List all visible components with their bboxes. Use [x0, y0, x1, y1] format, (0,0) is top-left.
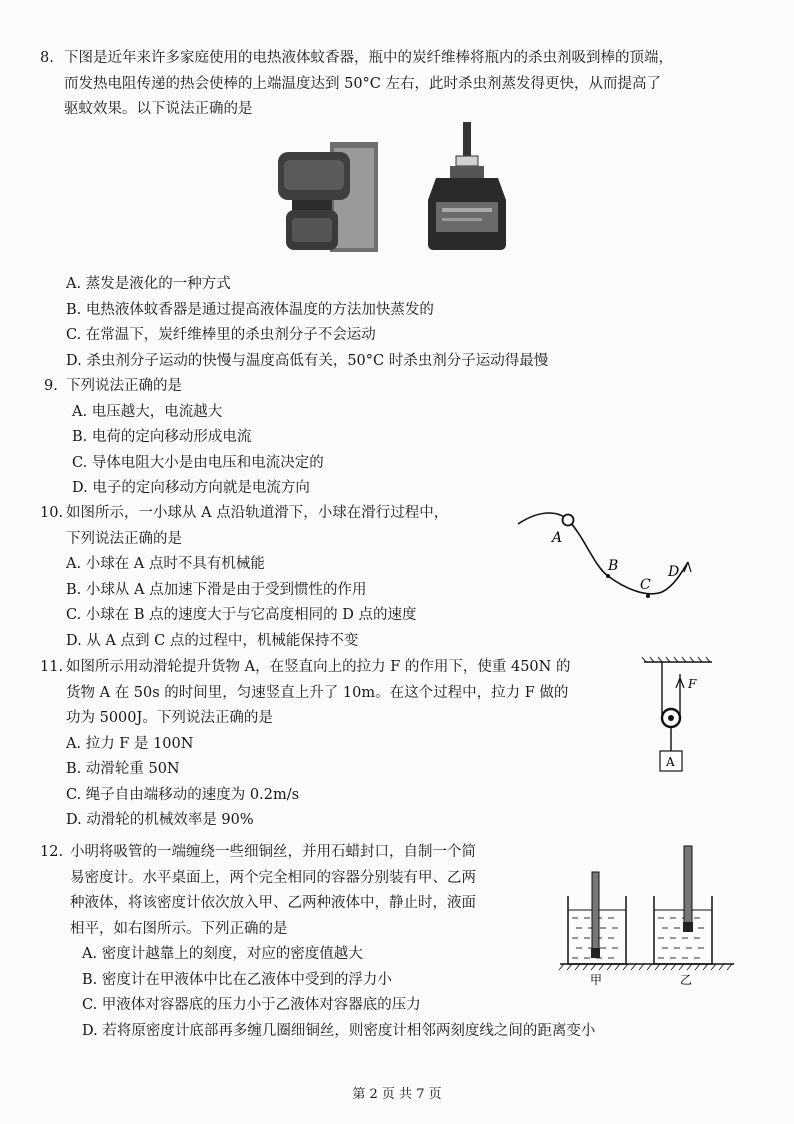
question-number: 11.	[40, 659, 64, 675]
option-d: D. 从 A 点到 C 点的过程中，机械能保持不变	[66, 632, 359, 649]
question-number: 8.	[40, 50, 54, 66]
option-c: C. 甲液体对容器底的压力小于乙液体对容器底的压力	[82, 997, 421, 1013]
label-c: C	[640, 577, 651, 593]
stem-line: 下图是近年来许多家庭使用的电热液体蚊香器，瓶中的炭纤维棒将瓶内的杀虫剂吸到棒的顶端，	[64, 50, 673, 66]
mosquito-repellent-figure	[270, 120, 510, 255]
label-jia: 甲	[590, 973, 603, 987]
track-diagram	[512, 506, 702, 606]
question-8-options	[66, 272, 548, 374]
stem-line: 下列说法正确的是	[66, 530, 182, 547]
option-b: B. 动滑轮重 50N	[66, 761, 180, 777]
option-c: C. 导体电阻大小是由电压和电流决定的	[72, 454, 324, 471]
stem-line: 如图所示用动滑轮提升货物 A，在竖直向上的拉力 F 的作用下，使重 450N 的	[66, 659, 571, 675]
option-d: D. 动滑轮的机械效率是 90%	[66, 812, 254, 828]
track-curve	[518, 513, 688, 594]
point-c-dot	[646, 594, 650, 598]
stem-line: 货物 A 在 50s 的时间里，匀速竖直上升了 10m。在这个过程中，拉力 F 做的	[66, 684, 569, 701]
stem-line: 如图所示，一小球从 A 点沿轨道滑下，小球在滑行过程中，	[66, 505, 449, 521]
label-d: D	[668, 564, 680, 580]
option-a: A. 密度计越靠上的刻度，对应的密度值越大	[82, 946, 363, 962]
stem-line: 易密度计。水平桌面上，两个完全相同的容器分别装有甲、乙两	[70, 869, 476, 886]
stem-line: 而发热电阻传递的热会使棒的上端温度达到 50°C 左右，此时杀虫剂蒸发得更快，从而提高了	[64, 75, 662, 92]
option-d: D. 电子的定向移动方向就是电流方向	[72, 480, 310, 496]
stem-line: 功为 5000J。下列说法正确的是	[66, 710, 273, 726]
option-d: D. 若将原密度计底部再多缠几圈细铜丝，则密度计相邻两刻度线之间的距离变小	[82, 1022, 596, 1039]
option-c: C. 绳子自由端移动的速度为 0.2m/s	[66, 786, 300, 803]
pulley-figure	[640, 656, 720, 776]
question-number: 12.	[40, 844, 64, 860]
question-number: 10.	[40, 505, 64, 521]
label-b: B	[608, 558, 619, 574]
label-cargo-a: A	[666, 755, 675, 769]
stem-line: 驱蚊效果。以下说法正确的是	[64, 101, 253, 117]
stem-line: 下列说法正确的是	[66, 378, 182, 394]
densimeter-in-yi	[684, 846, 692, 930]
stem-line: 相平，如右图所示。下列正确的是	[70, 920, 288, 937]
mosquito-repellent-image	[270, 120, 510, 255]
ball	[563, 515, 574, 526]
option-b: B. 小球从 A 点加速下滑是由于受到惯性的作用	[66, 581, 367, 598]
option-a: A. 拉力 F 是 100N	[66, 735, 194, 752]
point-b-dot	[606, 574, 610, 578]
label-yi: 乙	[680, 973, 693, 987]
densimeter-diagram	[558, 840, 738, 990]
question-11	[40, 655, 570, 834]
pulley-diagram	[640, 656, 720, 776]
question-number: 9.	[44, 378, 58, 394]
option-a: A. 电压越大，电流越大	[72, 403, 223, 420]
page-footer: 第 2 页 共 7 页	[352, 1087, 442, 1102]
question-9	[44, 374, 324, 502]
option-b: B. 电热液体蚊香器是通过提高液体温度的方法加快蒸发的	[66, 301, 434, 318]
option-b: B. 密度计在甲液体中比在乙液体中受到的浮力小	[82, 971, 392, 988]
option-c: C. 在常温下，炭纤维棒里的杀虫剂分子不会运动	[66, 327, 376, 343]
question-10	[40, 501, 448, 654]
track-figure	[512, 506, 702, 606]
option-a: A. 小球在 A 点时不具有机械能	[66, 556, 265, 572]
question-8	[40, 46, 673, 123]
densimeter-in-jia	[592, 872, 599, 956]
option-a: A. 蒸发是液化的一种方式	[66, 276, 231, 292]
stem-line: 种液体，将该密度计依次放入甲、乙两种液体中，静止时，液面	[70, 895, 476, 911]
stem-line: 小明将吸管的一端缠绕一些细铜丝，并用石蜡封口，自制一个简	[70, 844, 476, 860]
densimeter-figure	[558, 840, 738, 990]
question-12	[40, 840, 595, 1044]
option-d: D. 杀虫剂分子运动的快慢与温度高低有关，50°C 时杀虫剂分子运动得最慢	[66, 352, 549, 369]
option-b: B. 电荷的定向移动形成电流	[72, 429, 252, 445]
label-force-f: F	[688, 677, 697, 691]
label-a: A	[552, 530, 563, 546]
option-c: C. 小球在 B 点的速度大于与它高度相同的 D 点的速度	[66, 607, 417, 623]
